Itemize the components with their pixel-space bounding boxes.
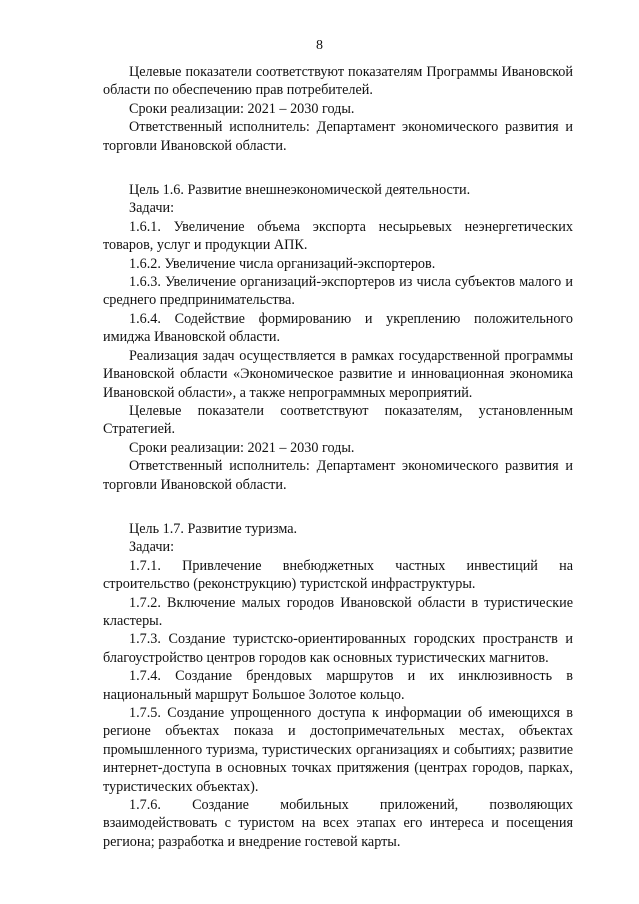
task-1-7-3: 1.7.3. Создание туристско-ориентированных городских пространств и благоустройство центров городов как основных туристических магнитов. [103, 631, 573, 666]
tasks-label: Задачи: [129, 200, 175, 217]
task-1-7-4: 1.7.4. Создание брендовых маршрутов и их инклюзивность в национальный маршрут Большое Золотое кольцо. [103, 668, 573, 703]
section-spacer [103, 155, 573, 181]
task-1-6-2: 1.6.2. Увеличение числа организаций-экспортеров. [129, 255, 436, 272]
task-1-7-5: 1.7.5. Создание упрощенного доступа к информации об имеющихся в регионе объектах показа и достопримечательных местах, объектах промышленного туризма, туристических организациях и событиях; развитие интернет-доступа в основных точках притяжения (центрах городов, парках, туристических объектах). [103, 705, 573, 795]
task-1-7-6: 1.7.6. Создание мобильных приложений, позволяющих взаимодействовать с туристом на всех этапах его интереса и посещения региона; разработка и внедрение гостевой карты. [103, 797, 573, 850]
paragraph-implementation-period: Сроки реализации: 2021 – 2030 годы. [129, 439, 355, 456]
paragraph-implementation-period: Сроки реализации: 2021 – 2030 годы. [129, 100, 355, 117]
section-spacer [103, 494, 573, 520]
paragraph-target-indicators-consumer: Целевые показатели соответствуют показателям Программы Ивановской области по обеспечению прав потребителей. [103, 64, 573, 99]
task-1-7-1: 1.7.1. Привлечение внебюджетных частных инвестиций на строительство (реконструкцию) туристской инфраструктуры. [103, 557, 573, 593]
paragraph-responsible-executor: Ответственный исполнитель: Департамент экономического развития и торговли Ивановской области. [103, 119, 573, 154]
document-body [103, 63, 573, 851]
task-1-7-2: 1.7.2. Включение малых городов Ивановской области в туристические кластеры. [103, 594, 573, 629]
goal-1-7-heading: Цель 1.7. Развитие туризма. [129, 520, 298, 537]
task-1-6-1: 1.6.1. Увеличение объема экспорта несырьевых неэнергетических товаров, услуг и продукции АПК. [103, 218, 573, 254]
paragraph-responsible-executor: Ответственный исполнитель: Департамент экономического развития и торговли Ивановской области. [103, 458, 573, 493]
paragraph-implementation-program: Реализация задач осуществляется в рамках государственной программы Ивановской области «Экономическое развитие и инновационная экономика Ивановской области», а также непрограммных мероприятий. [103, 347, 573, 401]
task-1-6-3: 1.6.3. Увеличение организаций-экспортеров из числа субъектов малого и среднего предпринимательства. [103, 274, 573, 309]
page-number: 8 [316, 38, 323, 53]
task-1-6-4: 1.6.4. Содействие формированию и укреплению положительного имиджа Ивановской области. [103, 310, 573, 346]
goal-1-6-heading: Цель 1.6. Развитие внешнеэкономической деятельности. [129, 182, 471, 199]
paragraph-target-indicators-strategy: Целевые показатели соответствуют показателям, установленным Стратегией. [103, 402, 573, 438]
tasks-label: Задачи: [129, 539, 175, 556]
